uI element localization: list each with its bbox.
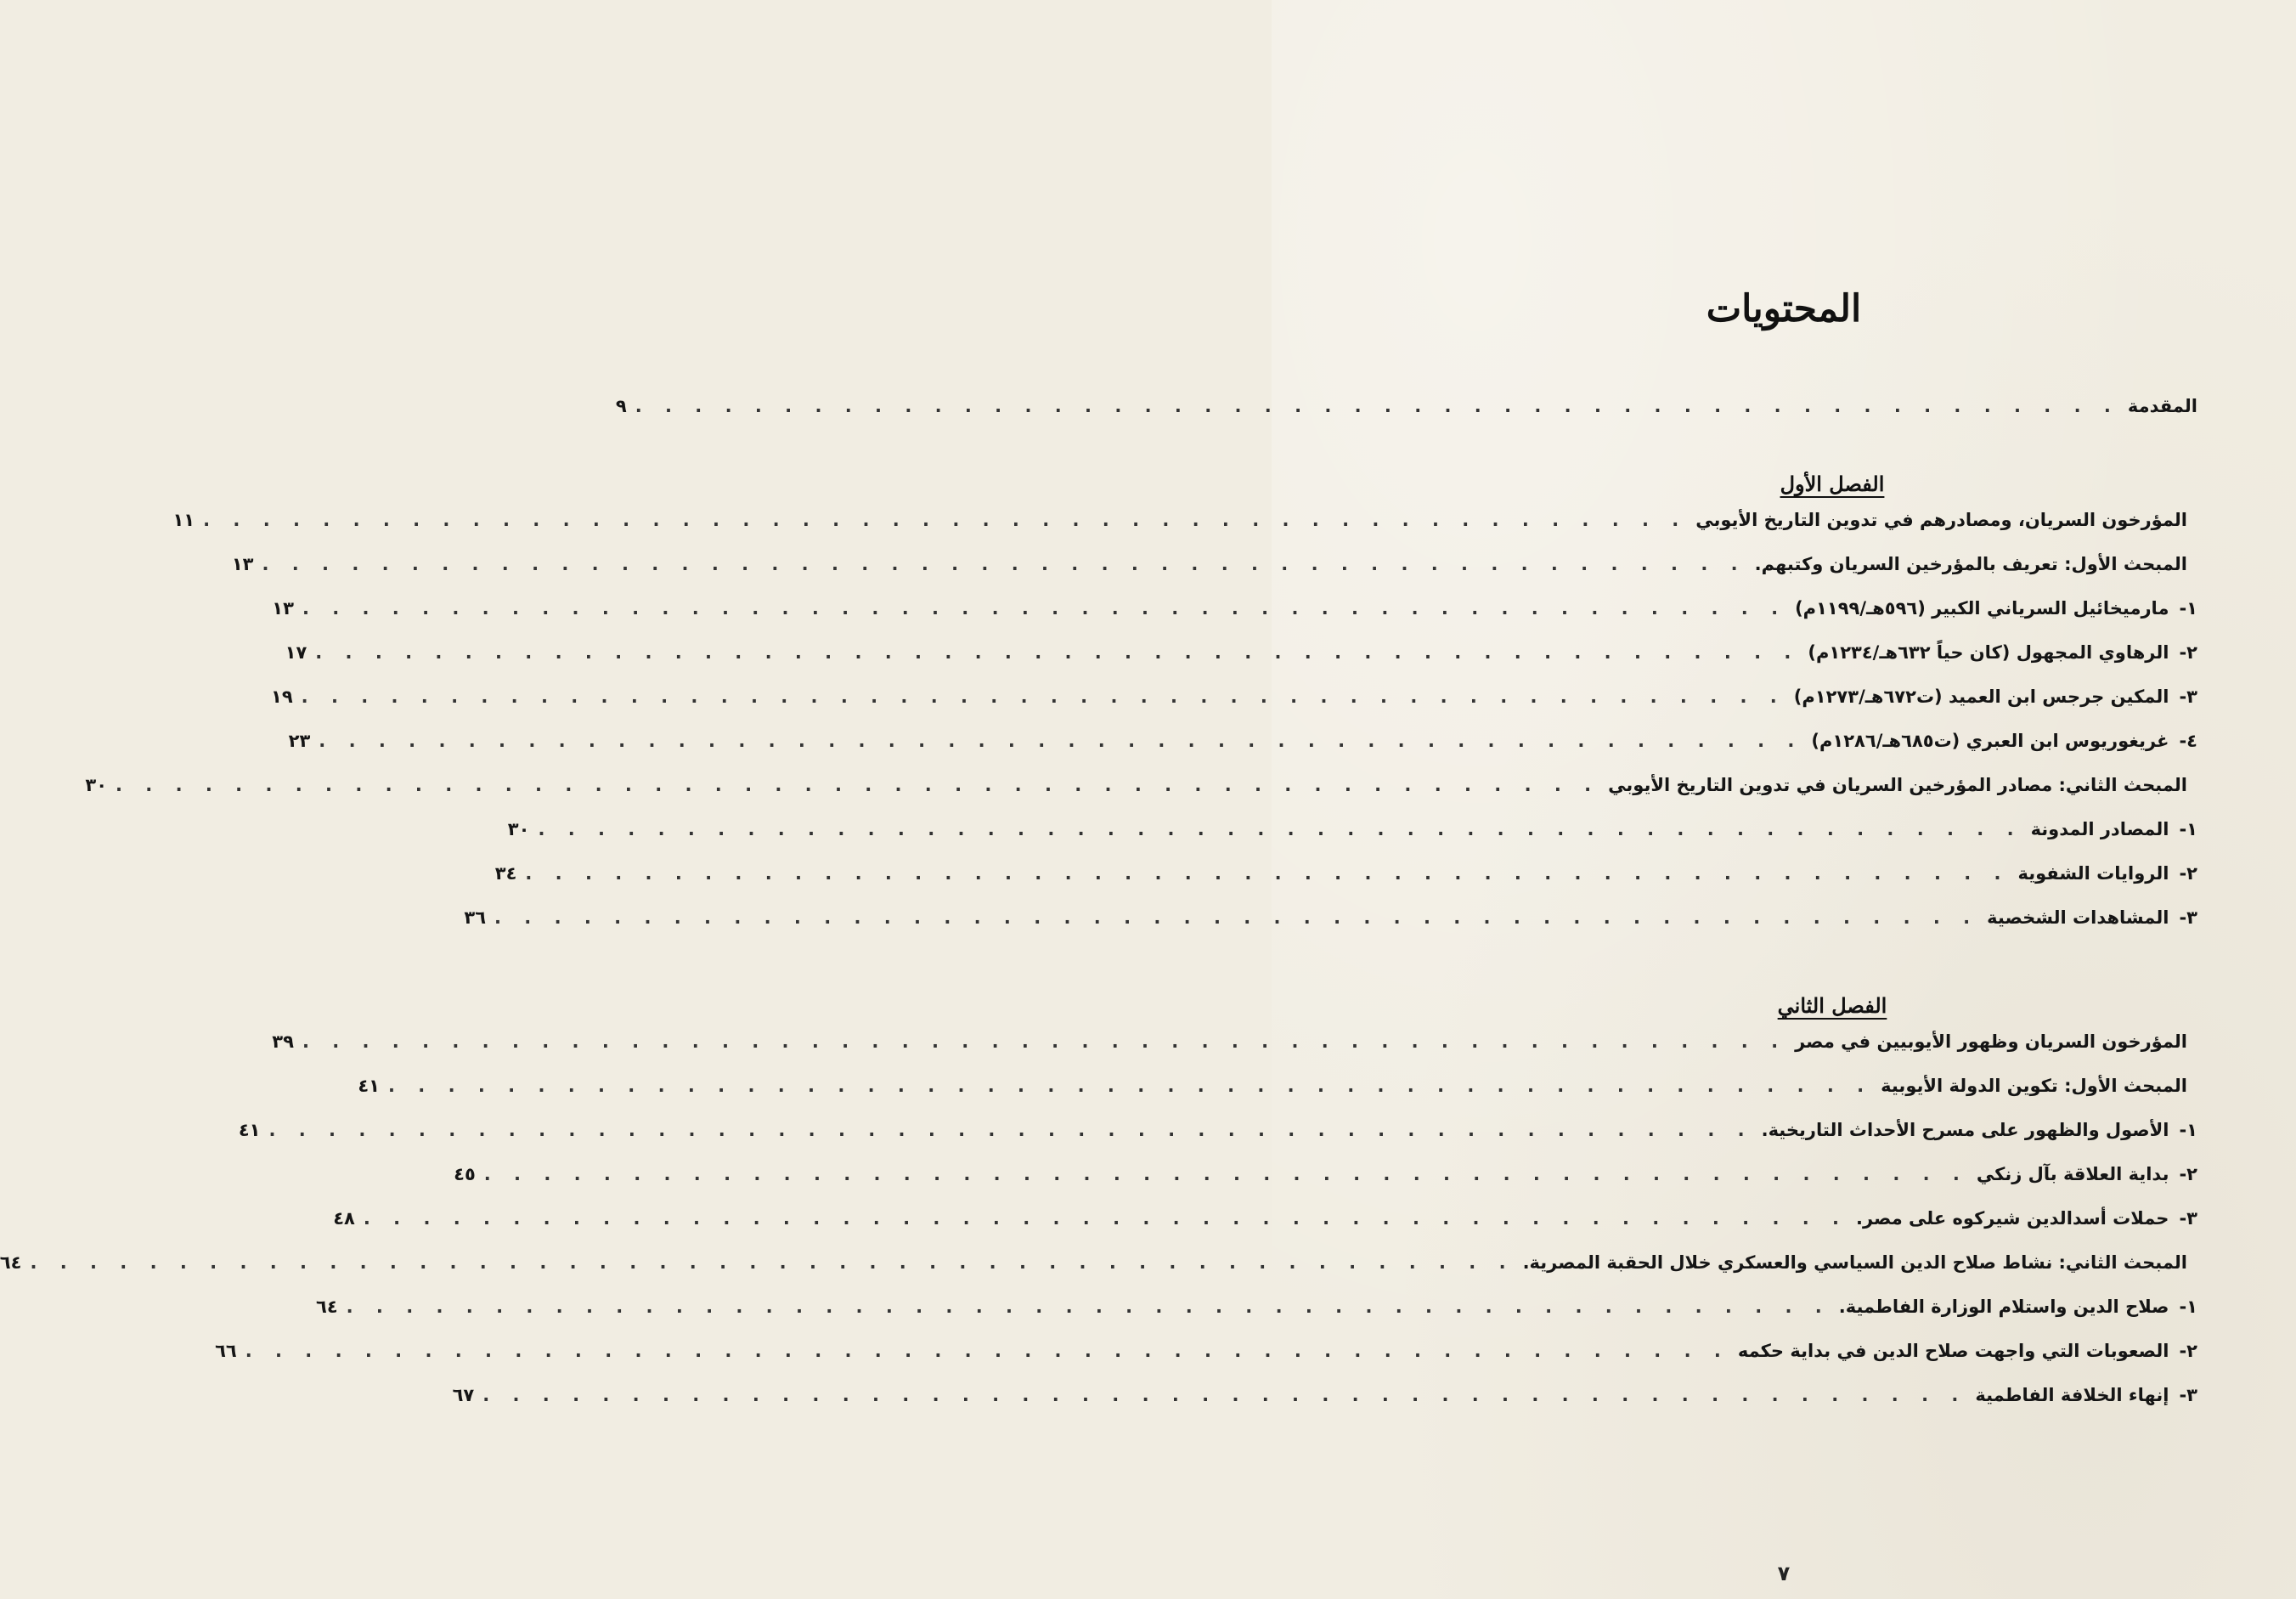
toc-leader-dots: . . . . . . . . . . . . . . . . . . . . . . . . . . . . . . . . . . . . . . . . . . . . . . . . . . xyxy=(538,819,2022,839)
toc-entry-text: الرهاوي المجهول (كان حياً ٦٣٢هـ/١٢٣٤م) xyxy=(1808,642,2169,663)
toc-leader-dots: . . . . . . . . . . . . . . . . . . . . . . . . . . . . . . . . . . . . . . . . . . . . . . . . . . xyxy=(203,510,1688,530)
toc-entry-text: بداية العلاقة بآل زنكي xyxy=(1976,1164,2169,1184)
toc-entry-page: ١٧ xyxy=(285,642,307,663)
toc-entry-page: ٢٣ xyxy=(288,731,311,751)
toc-entry xyxy=(271,686,2197,731)
toc-entry xyxy=(454,1164,2197,1208)
chapter-heading-1: الفصل الأول xyxy=(1780,472,1885,496)
toc-entry xyxy=(285,642,2197,686)
toc-entry xyxy=(452,1385,2197,1429)
toc-entry-page: ١٩ xyxy=(271,686,293,707)
toc-entry-number: ١- xyxy=(2179,598,2197,619)
toc-entry-text: غريغوريوس ابن العبري (ت٦٨٥هـ/١٢٨٦م) xyxy=(1811,731,2169,751)
toc-entry-page: ٣٤ xyxy=(494,863,517,884)
toc-entry-number: ١- xyxy=(2179,1297,2197,1317)
toc-entry xyxy=(238,1120,2197,1164)
toc-leader-dots: . . . . . . . . . . . . . . . . . . . . . . . . . . . . . . . . . . . . . . . . . . . . . . . . . . xyxy=(483,1164,1968,1184)
toc-entry xyxy=(215,1341,2197,1385)
toc-entry-page: ١٣ xyxy=(272,598,294,619)
toc-entry-number: ٣- xyxy=(2179,1208,2197,1229)
toc-leader-dots: . . . . . . . . . . . . . . . . . . . . . . . . . . . . . . . . . . . . . . . . . . . . . . . . . . xyxy=(116,775,1600,795)
toc-leader-dots: . . . . . . . . . . . . . . . . . . . . . . . . . . . . . . . . . . . . . . . . . . . . . . . . . . xyxy=(494,907,1979,928)
toc-entry xyxy=(272,1031,2197,1076)
toc-leader-dots: . . . . . . . . . . . . . . . . . . . . . . . . . . . . . . . . . . . . . . . . . . . . . . . . . . xyxy=(30,1252,1515,1273)
toc-entry xyxy=(316,1297,2197,1341)
toc-leader-dots: . . . . . . . . . . . . . . . . . . . . . . . . . . . . . . . . . . . . . . . . . . . . . . . . . . xyxy=(245,1341,1729,1361)
toc-entry-page: ١٣ xyxy=(231,554,254,574)
toc-entry-number: ٣- xyxy=(2179,686,2197,707)
toc-entry-intro xyxy=(615,396,2197,440)
toc-entry-page: ٩ xyxy=(615,396,627,416)
toc-entry-page: ٤٥ xyxy=(454,1164,476,1184)
toc-entry-number: ٤- xyxy=(2179,731,2197,751)
toc-entry-text: مارميخائيل السرياني الكبير (٥٩٦هـ/١١٩٩م) xyxy=(1795,598,2169,619)
toc-entry xyxy=(288,731,2197,775)
toc-entry xyxy=(272,598,2197,642)
toc-leader-dots: . . . . . . . . . . . . . . . . . . . . . . . . . . . . . . . . . . . . . . . . . . . . . . . . . . xyxy=(315,642,1800,663)
toc-entry xyxy=(507,819,2197,863)
toc-entry xyxy=(172,510,2197,554)
toc-entry-page: ٦٤ xyxy=(316,1297,338,1317)
toc-leader-dots: . . . . . . . . . . . . . . . . . . . . . . . . . . . . . . . . . . . . . . . . . . . . . . . . . . xyxy=(268,1120,1753,1140)
toc-entry-page: ٤١ xyxy=(358,1076,380,1096)
toc-entry-text: المؤرخون السريان، ومصادرهم في تدوين التاريخ الأيوبي xyxy=(1695,510,2187,530)
toc-entry xyxy=(494,863,2197,907)
toc-entry-page: ٦٧ xyxy=(452,1385,475,1405)
toc-entry-page: ٦٤ xyxy=(0,1252,22,1273)
toc-entry-page: ٤١ xyxy=(238,1120,261,1140)
toc-leader-dots: . . . . . . . . . . . . . . . . . . . . . . . . . . . . . . . . . . . . . . . . . . . . . . . . . . xyxy=(525,863,2010,884)
table-of-contents xyxy=(0,396,2197,1429)
toc-entry-page: ٣٩ xyxy=(272,1031,294,1052)
toc-leader-dots: . . . . . . . . . . . . . . . . . . . . . . . . . . . . . . . . . . . . . . . . . . . . . . . . . . xyxy=(482,1385,1967,1405)
toc-entry-number: ٢- xyxy=(2179,863,2197,884)
page-number: ٧ xyxy=(1777,1562,1791,1585)
toc-entry-text: المبحث الأول: تكوين الدولة الأيوبية xyxy=(1881,1076,2187,1096)
toc-leader-dots: . . . . . . . . . . . . . . . . . . . . . . . . . . . . . . . . . . . . . . . . . . . . . . . . . . xyxy=(635,396,2119,416)
toc-entry-page: ٦٦ xyxy=(215,1341,237,1361)
toc-leader-dots: . . . . . . . . . . . . . . . . . . . . . . . . . . . . . . . . . . . . . . . . . . . . . . . . . . xyxy=(319,731,1803,751)
toc-entry-text: إنهاء الخلافة الفاطمية xyxy=(1975,1385,2169,1405)
toc-entry-text: المقدمة xyxy=(2127,396,2197,416)
toc-entry xyxy=(464,907,2197,952)
toc-entry xyxy=(333,1208,2197,1252)
toc-entry-page: ٣٠ xyxy=(507,819,530,839)
toc-leader-dots: . . . . . . . . . . . . . . . . . . . . . . . . . . . . . . . . . . . . . . . . . . . . . . . . . . xyxy=(301,686,1785,707)
toc-entry-text: الصعوبات التي واجهت صلاح الدين في بداية حكمه xyxy=(1737,1341,2169,1361)
toc-entry-text: المبحث الثاني: نشاط صلاح الدين السياسي والعسكري خلال الحقبة المصرية. xyxy=(1522,1252,2187,1273)
toc-entry-number: ٢- xyxy=(2179,1164,2197,1184)
toc-entry-text: المشاهدات الشخصية xyxy=(1987,907,2169,928)
toc-entry-number: ١- xyxy=(2179,819,2197,839)
toc-entry-text: الأصول والظهور على مسرح الأحداث التاريخية. xyxy=(1761,1120,2169,1140)
toc-entry-page: ٤٨ xyxy=(333,1208,355,1229)
toc-leader-dots: . . . . . . . . . . . . . . . . . . . . . . . . . . . . . . . . . . . . . . . . . . . . . . . . . . xyxy=(302,598,1787,619)
toc-entry xyxy=(358,1076,2197,1120)
toc-leader-dots: . . . . . . . . . . . . . . . . . . . . . . . . . . . . . . . . . . . . . . . . . . . . . . . . . . xyxy=(388,1076,1873,1096)
toc-leader-dots: . . . . . . . . . . . . . . . . . . . . . . . . . . . . . . . . . . . . . . . . . . . . . . . . . . xyxy=(346,1297,1831,1317)
toc-entry-text: المبحث الأول: تعريف بالمؤرخين السريان وكتبهم. xyxy=(1754,554,2187,574)
toc-entry-page: ٣٠ xyxy=(85,775,108,795)
toc-entry-number: ٢- xyxy=(2179,642,2197,663)
toc-entry-number: ٣- xyxy=(2179,1385,2197,1405)
chapter-heading-2: الفصل الثاني xyxy=(1777,993,1887,1018)
toc-entry-number: ٢- xyxy=(2179,1341,2197,1361)
toc-entry-text: صلاح الدين واستلام الوزارة الفاطمية. xyxy=(1838,1297,2169,1317)
toc-entry-text: الروايات الشفوية xyxy=(2017,863,2169,884)
toc-entry-text: المبحث الثاني: مصادر المؤرخين السريان في تدوين التاريخ الأيوبي xyxy=(1608,775,2187,795)
toc-leader-dots: . . . . . . . . . . . . . . . . . . . . . . . . . . . . . . . . . . . . . . . . . . . . . . . . . . xyxy=(302,1031,1787,1052)
toc-entry xyxy=(85,775,2197,819)
toc-entry-page: ٣٦ xyxy=(464,907,487,928)
toc-entry xyxy=(231,554,2197,598)
toc-entry-text: المؤرخون السريان وظهور الأيوبيين في مصر xyxy=(1795,1031,2187,1052)
toc-entry-text: المكين جرجس ابن العميد (ت٦٧٢هـ/١٢٧٣م) xyxy=(1793,686,2169,707)
toc-entry-number: ١- xyxy=(2179,1120,2197,1140)
toc-leader-dots: . . . . . . . . . . . . . . . . . . . . . . . . . . . . . . . . . . . . . . . . . . . . . . . . . . xyxy=(262,554,1746,574)
toc-leader-dots: . . . . . . . . . . . . . . . . . . . . . . . . . . . . . . . . . . . . . . . . . . . . . . . . . . xyxy=(363,1208,1848,1229)
page-title: المحتويات xyxy=(1706,287,1862,331)
toc-entry-text: حملات أسدالدين شيركوه على مصر. xyxy=(1856,1208,2169,1229)
toc-entry-number: ٣- xyxy=(2179,907,2197,928)
toc-entry-text: المصادر المدونة xyxy=(2030,819,2169,839)
toc-entry xyxy=(0,1252,2197,1297)
toc-entry-page: ١١ xyxy=(172,510,195,530)
